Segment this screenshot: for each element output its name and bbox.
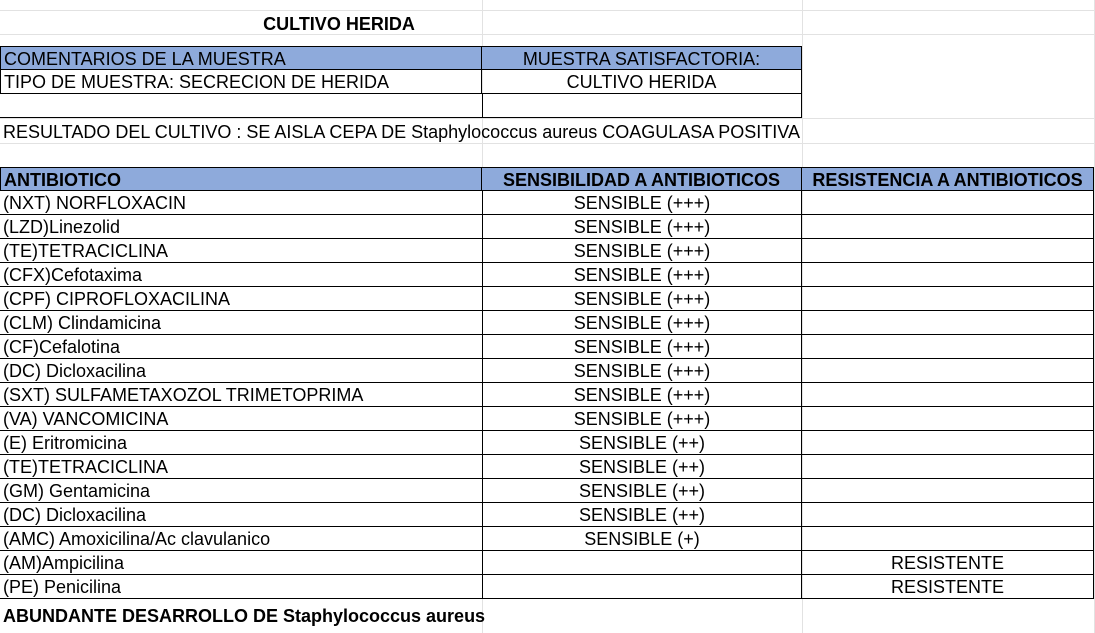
resistance-cell[interactable] bbox=[802, 407, 1094, 431]
table-row bbox=[0, 191, 1094, 215]
resistance-cell[interactable]: RESISTENTE bbox=[802, 575, 1094, 599]
column-header-antibiotic[interactable]: ANTIBIOTICO bbox=[0, 167, 482, 191]
table-row bbox=[0, 239, 1094, 263]
empty-cell[interactable] bbox=[482, 94, 802, 118]
sensitivity-cell[interactable] bbox=[482, 575, 802, 599]
antibiotic-cell[interactable]: (AMC) Amoxicilina/Ac clavulanico bbox=[0, 527, 482, 551]
antibiotic-cell[interactable]: (CPF) CIPROFLOXACILINA bbox=[0, 287, 482, 311]
sensitivity-cell[interactable]: SENSIBLE (++) bbox=[482, 455, 802, 479]
table-row bbox=[0, 575, 1094, 599]
sensitivity-cell[interactable]: SENSIBLE (++) bbox=[482, 431, 802, 455]
sensitivity-cell[interactable]: SENSIBLE (+++) bbox=[482, 383, 802, 407]
table-row bbox=[0, 215, 1094, 239]
antibiotic-cell[interactable]: (DC) Dicloxacilina bbox=[0, 503, 482, 527]
resistance-cell[interactable] bbox=[802, 335, 1094, 359]
antibiotic-cell[interactable]: (TE)TETRACICLINA bbox=[0, 455, 482, 479]
resistance-cell[interactable] bbox=[802, 215, 1094, 239]
resistance-cell[interactable] bbox=[802, 239, 1094, 263]
sensitivity-cell[interactable]: SENSIBLE (+++) bbox=[482, 239, 802, 263]
sensitivity-cell[interactable]: SENSIBLE (+++) bbox=[482, 311, 802, 335]
resistance-cell[interactable]: RESISTENTE bbox=[802, 551, 1094, 575]
table-row bbox=[0, 503, 1094, 527]
resistance-cell[interactable] bbox=[802, 479, 1094, 503]
antibiotic-cell[interactable]: (E) Eritromicina bbox=[0, 431, 482, 455]
antibiotic-cell[interactable]: (TE)TETRACICLINA bbox=[0, 239, 482, 263]
resistance-cell[interactable] bbox=[802, 287, 1094, 311]
resistance-cell[interactable] bbox=[802, 263, 1094, 287]
page-title: CULTIVO HERIDA bbox=[263, 14, 415, 34]
culture-result[interactable]: RESULTADO DEL CULTIVO : SE AISLA CEPA DE Staphylococcus aureus COAGULASA POSITIVA bbox=[3, 122, 800, 142]
table-row bbox=[0, 407, 1094, 431]
gridline bbox=[0, 10, 1095, 11]
sensitivity-cell[interactable]: SENSIBLE (+++) bbox=[482, 215, 802, 239]
table-row bbox=[0, 287, 1094, 311]
growth-note[interactable]: ABUNDANTE DESARROLLO DE Staphylococcus aureus bbox=[3, 606, 486, 626]
sensitivity-cell[interactable]: SENSIBLE (++) bbox=[482, 503, 802, 527]
sample-comments-label[interactable]: COMENTARIOS DE LA MUESTRA bbox=[0, 46, 482, 70]
sensitivity-cell[interactable]: SENSIBLE (+++) bbox=[482, 191, 802, 215]
sensitivity-cell[interactable]: SENSIBLE (+++) bbox=[482, 407, 802, 431]
antibiotic-cell[interactable]: (DC) Dicloxacilina bbox=[0, 359, 482, 383]
resistance-cell[interactable] bbox=[802, 191, 1094, 215]
resistance-cell[interactable] bbox=[802, 431, 1094, 455]
antibiotic-cell[interactable]: (AM)Ampicilina bbox=[0, 551, 482, 575]
sample-empty-row bbox=[0, 94, 802, 118]
resistance-cell[interactable] bbox=[802, 383, 1094, 407]
table-row bbox=[0, 479, 1094, 503]
antibiotic-cell[interactable]: (SXT) SULFAMETAXOZOL TRIMETOPRIMA bbox=[0, 383, 482, 407]
antibiotic-cell[interactable]: (CFX)Cefotaxima bbox=[0, 263, 482, 287]
sample-type-row bbox=[0, 70, 802, 94]
antibiotic-cell[interactable]: (CLM) Clindamicina bbox=[0, 311, 482, 335]
sensitivity-cell[interactable]: SENSIBLE (+++) bbox=[482, 359, 802, 383]
antibiotic-cell[interactable]: (NXT) NORFLOXACIN bbox=[0, 191, 482, 215]
table-row bbox=[0, 383, 1094, 407]
gridline bbox=[0, 118, 1095, 119]
table-row bbox=[0, 551, 1094, 575]
sample-satisfactory-label[interactable]: MUESTRA SATISFACTORIA: bbox=[482, 46, 802, 70]
sensitivity-cell[interactable] bbox=[482, 551, 802, 575]
table-header-row bbox=[0, 167, 1094, 191]
antibiotic-cell[interactable]: (GM) Gentamicina bbox=[0, 479, 482, 503]
sensitivity-cell[interactable]: SENSIBLE (+++) bbox=[482, 287, 802, 311]
antibiotic-cell[interactable]: (CF)Cefalotina bbox=[0, 335, 482, 359]
sensitivity-cell[interactable]: SENSIBLE (++) bbox=[482, 479, 802, 503]
table-row bbox=[0, 431, 1094, 455]
column-header-resistance[interactable]: RESISTENCIA A ANTIBIOTICOS bbox=[802, 167, 1094, 191]
sensitivity-cell[interactable]: SENSIBLE (+++) bbox=[482, 335, 802, 359]
table-row bbox=[0, 335, 1094, 359]
sample-header-row bbox=[0, 46, 802, 70]
antibiotic-cell[interactable]: (VA) VANCOMICINA bbox=[0, 407, 482, 431]
resistance-cell[interactable] bbox=[802, 527, 1094, 551]
antibiotic-cell[interactable]: (PE) Penicilina bbox=[0, 575, 482, 599]
table-row bbox=[0, 311, 1094, 335]
table-row bbox=[0, 527, 1094, 551]
resistance-cell[interactable] bbox=[802, 311, 1094, 335]
resistance-cell[interactable] bbox=[802, 359, 1094, 383]
empty-cell[interactable] bbox=[0, 94, 482, 118]
table-row bbox=[0, 263, 1094, 287]
sensitivity-cell[interactable]: SENSIBLE (+++) bbox=[482, 263, 802, 287]
column-header-sensitivity[interactable]: SENSIBILIDAD A ANTIBIOTICOS bbox=[482, 167, 802, 191]
resistance-cell[interactable] bbox=[802, 503, 1094, 527]
table-row bbox=[0, 455, 1094, 479]
sensitivity-cell[interactable]: SENSIBLE (+) bbox=[482, 527, 802, 551]
antibiotic-cell[interactable]: (LZD)Linezolid bbox=[0, 215, 482, 239]
resistance-cell[interactable] bbox=[802, 455, 1094, 479]
table-row bbox=[0, 359, 1094, 383]
sample-type-label[interactable]: TIPO DE MUESTRA: SECRECION DE HERIDA bbox=[0, 70, 482, 94]
sample-type-value[interactable]: CULTIVO HERIDA bbox=[482, 70, 802, 94]
